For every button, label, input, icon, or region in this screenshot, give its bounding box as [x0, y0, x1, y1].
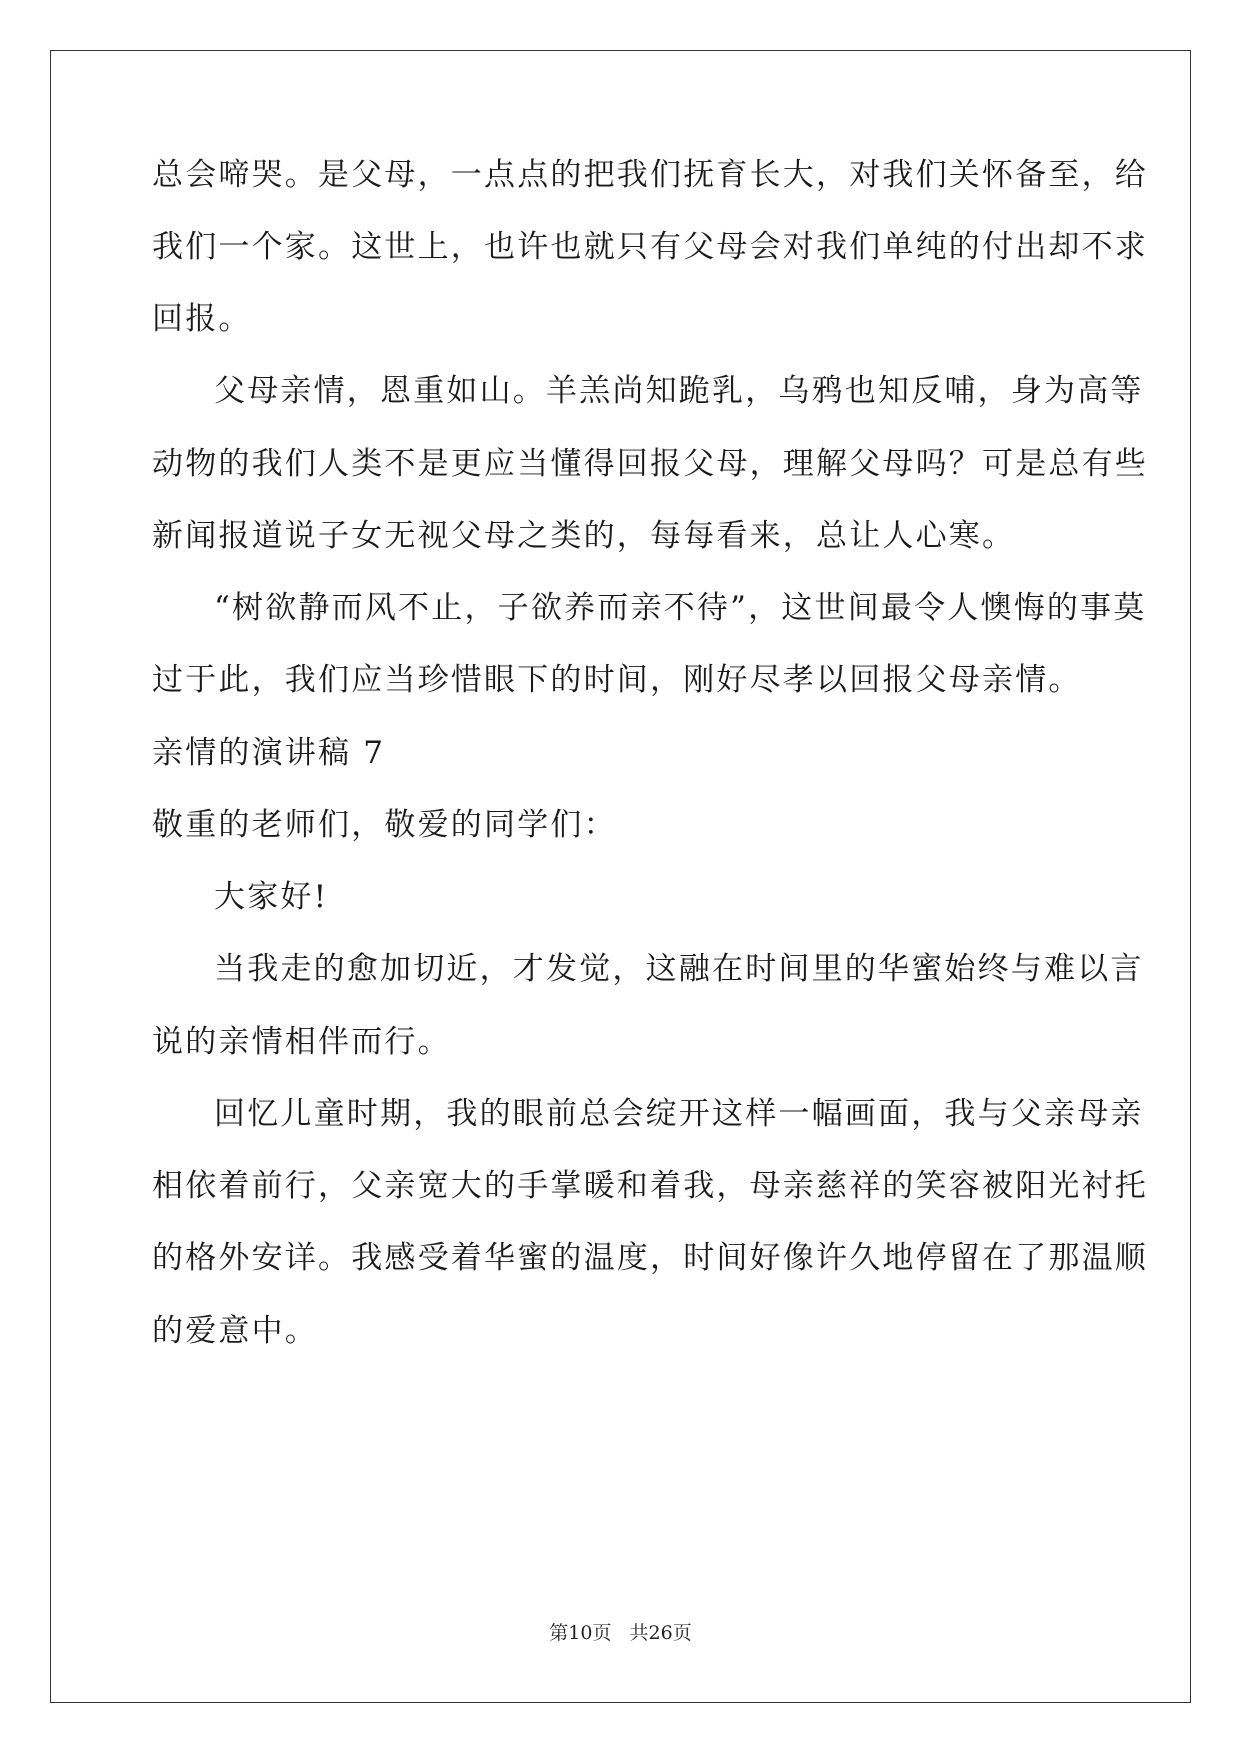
page-number: 第10页	[549, 1622, 612, 1644]
text-line: 说的亲情相伴而行。	[152, 1024, 451, 1060]
page-total: 共26页	[629, 1622, 692, 1644]
section-heading: 亲情的演讲稿 7	[152, 735, 386, 771]
text-line: 动物的我们人类不是更应当懂得回报父母，理解父母吗？可是总有些	[152, 446, 1148, 482]
text-line: 当我走的愈加切近，才发觉，这融在时间里的华蜜始终与难以言	[214, 951, 1144, 987]
text-line: 总会啼哭。是父母，一点点的把我们抚育长大，对我们关怀备至，给	[152, 157, 1148, 193]
text-line: 父母亲情，恩重如山。羊羔尚知跪乳，乌鸦也知反哺，身为高等	[214, 373, 1144, 409]
page-footer	[0, 1618, 1241, 1645]
text-line: 新闻报道说子女无视父母之类的，每每看来，总让人心寒。	[152, 518, 1016, 554]
text-line: 我们一个家。这世上，也许也就只有父母会对我们单纯的付出却不求	[152, 229, 1148, 265]
text-line: 回报。	[152, 301, 252, 337]
text-line: 的格外安详。我感受着华蜜的温度，时间好像许久地停留在了那温顺	[152, 1240, 1148, 1276]
greeting: 大家好!	[214, 879, 329, 915]
salutation: 敬重的老师们，敬爱的同学们：	[152, 807, 617, 843]
text-line: “树欲静而风不止，子欲养而亲不待”，这世间最令人懊悔的事莫	[214, 590, 1147, 626]
text-line: 过于此，我们应当珍惜眼下的时间，刚好尽孝以回报父母亲情。	[152, 662, 1082, 698]
text-line: 回忆儿童时期，我的眼前总会绽开这样一幅画面，我与父亲母亲	[214, 1096, 1144, 1132]
text-line: 相依着前行，父亲宽大的手掌暖和着我，母亲慈祥的笑容被阳光衬托	[152, 1168, 1148, 1204]
text-line: 的爱意中。	[152, 1313, 318, 1349]
